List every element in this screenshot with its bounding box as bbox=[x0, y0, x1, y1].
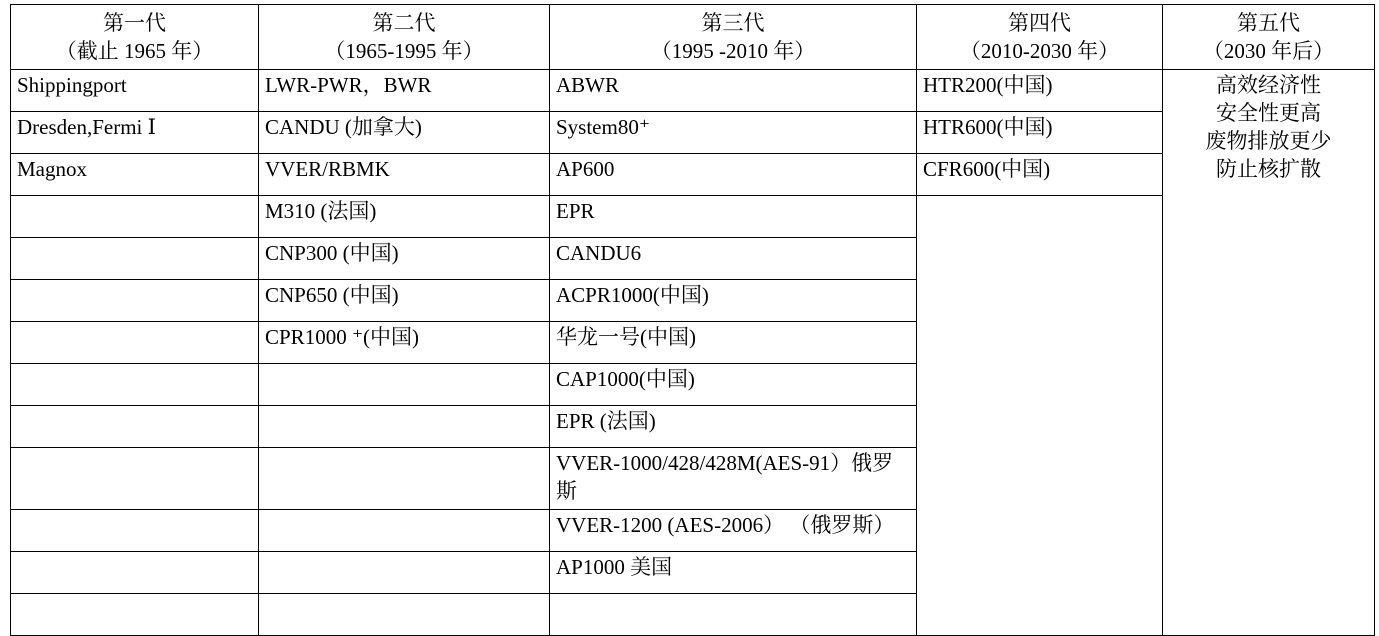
column-header-gen5 bbox=[1163, 5, 1375, 70]
cell-gen3-item: CAP1000(中国) bbox=[550, 364, 917, 406]
cell-gen3-item: EPR bbox=[550, 196, 917, 238]
feature-item: 安全性更高 bbox=[1216, 101, 1321, 126]
cell-gen1-empty bbox=[11, 364, 259, 406]
cell-gen1-item: Shippingport bbox=[11, 70, 259, 112]
header-subtitle: （2030 年后） bbox=[1202, 38, 1335, 63]
cell-gen1-item: Dresden,Fermi Ⅰ bbox=[11, 112, 259, 154]
feature-item: 废物排放更少 bbox=[1205, 128, 1332, 153]
cell-gen1-empty bbox=[11, 322, 259, 364]
feature-item: 防止核扩散 bbox=[1216, 156, 1321, 181]
header-subtitle: （1965-1995 年） bbox=[324, 38, 484, 63]
cell-gen1-empty bbox=[11, 593, 259, 635]
cell-gen2-item: CNP650 (中国) bbox=[259, 280, 550, 322]
cell-gen4-item: HTR600(中国) bbox=[917, 112, 1163, 154]
cell-gen1-empty bbox=[11, 448, 259, 509]
column-header-gen2 bbox=[259, 5, 550, 70]
cell-gen3-item: VVER-1000/428/428M(AES-91）俄罗斯 bbox=[550, 448, 917, 509]
cell-gen1-empty bbox=[11, 406, 259, 448]
header-title: 第二代 bbox=[372, 11, 436, 35]
cell-gen2-empty bbox=[259, 448, 550, 509]
cell-gen3-item: EPR (法国) bbox=[550, 406, 917, 448]
cell-gen4-item: HTR200(中国) bbox=[917, 70, 1163, 112]
cell-gen4-empty bbox=[917, 196, 1163, 635]
cell-gen3-item: AP600 bbox=[550, 154, 917, 196]
cell-gen1-empty bbox=[11, 238, 259, 280]
cell-gen2-item: VVER/RBMK bbox=[259, 154, 550, 196]
cell-gen3-item: System80⁺ bbox=[550, 112, 917, 154]
cell-gen3-item: ACPR1000(中国) bbox=[550, 280, 917, 322]
cell-gen2-empty bbox=[259, 509, 550, 551]
cell-gen2-empty bbox=[259, 406, 550, 448]
cell-gen1-empty bbox=[11, 196, 259, 238]
header-subtitle: （2010-2030 年） bbox=[959, 38, 1120, 63]
cell-gen2-empty bbox=[259, 551, 550, 593]
table-header-row bbox=[11, 5, 1375, 70]
cell-gen2-item: CANDU (加拿大) bbox=[259, 112, 550, 154]
cell-gen1-empty bbox=[11, 551, 259, 593]
table-row bbox=[11, 70, 1375, 112]
cell-gen2-item: M310 (法国) bbox=[259, 196, 550, 238]
cell-gen2-item: CNP300 (中国) bbox=[259, 238, 550, 280]
column-header-gen3 bbox=[550, 5, 917, 70]
cell-gen3-item: 华龙一号(中国) bbox=[550, 322, 917, 364]
column-header-gen1 bbox=[11, 5, 259, 70]
cell-gen2-empty bbox=[259, 593, 550, 635]
header-title: 第四代 bbox=[1008, 11, 1071, 35]
cell-gen3-item: ABWR bbox=[550, 70, 917, 112]
cell-gen3-item: CANDU6 bbox=[550, 238, 917, 280]
header-subtitle: （截止 1965 年） bbox=[55, 38, 214, 63]
cell-gen3-item: VVER-1200 (AES-2006） （俄罗斯） bbox=[550, 509, 917, 551]
header-subtitle: （1995 -2010 年） bbox=[650, 38, 816, 63]
cell-gen3-empty bbox=[550, 593, 917, 635]
column-header-gen4 bbox=[917, 5, 1163, 70]
cell-gen4-item: CFR600(中国) bbox=[917, 154, 1163, 196]
header-title: 第三代 bbox=[701, 11, 765, 35]
cell-gen1-empty bbox=[11, 280, 259, 322]
cell-gen3-item: AP1000 美国 bbox=[550, 551, 917, 593]
header-title: 第一代 bbox=[103, 11, 166, 35]
cell-gen1-empty bbox=[11, 509, 259, 551]
nuclear-reactor-generations-table bbox=[10, 4, 1375, 636]
cell-gen5-features bbox=[1163, 70, 1375, 635]
header-title: 第五代 bbox=[1237, 11, 1300, 35]
cell-gen1-item: Magnox bbox=[11, 154, 259, 196]
feature-item: 高效经济性 bbox=[1216, 73, 1321, 98]
cell-gen2-item: CPR1000 ⁺(中国) bbox=[259, 322, 550, 364]
cell-gen2-empty bbox=[259, 364, 550, 406]
cell-gen2-item: LWR-PWR，BWR bbox=[259, 70, 550, 112]
